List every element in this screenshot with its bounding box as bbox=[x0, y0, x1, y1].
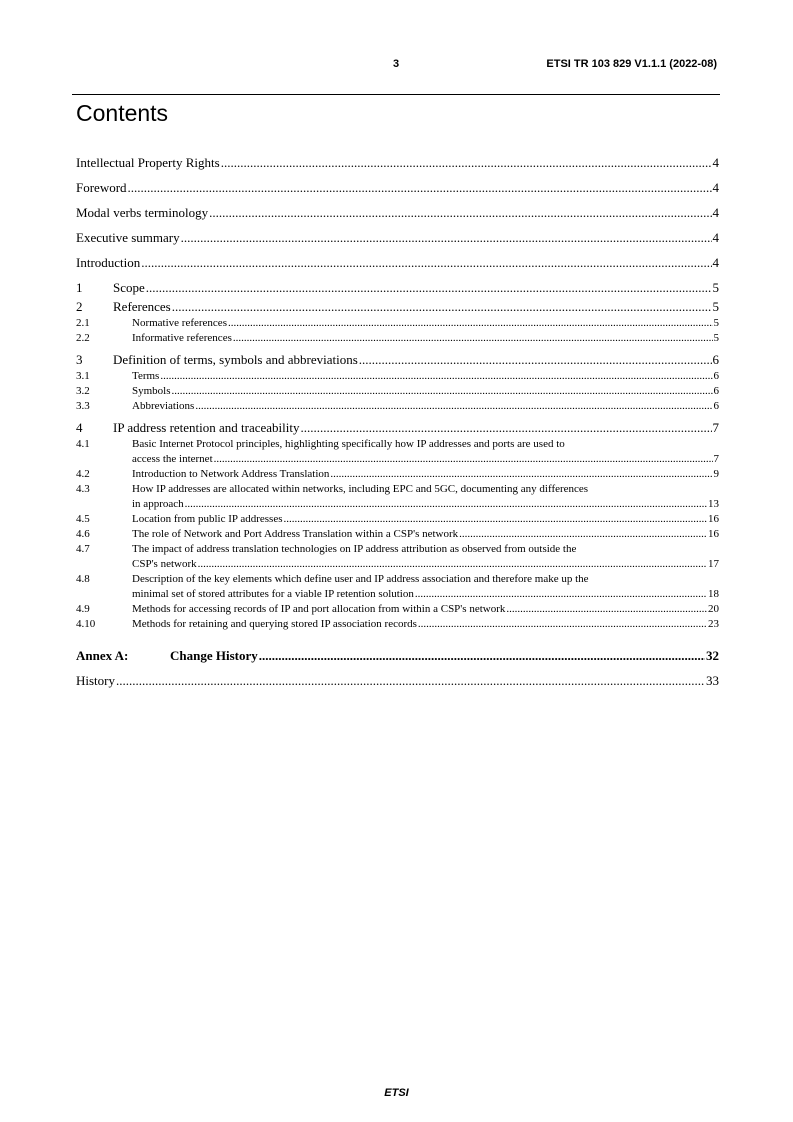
toc-page: 5 bbox=[712, 280, 719, 295]
toc-entry-nat-intro[interactable] bbox=[76, 467, 719, 482]
toc-number: 3.2 bbox=[76, 385, 90, 397]
toc-number: 3.1 bbox=[76, 370, 90, 382]
toc-entry-history[interactable] bbox=[76, 665, 719, 690]
toc-number: 4 bbox=[76, 420, 83, 435]
toc-page: 4 bbox=[712, 205, 719, 220]
toc-label-line1: The impact of address translation technologies on IP address attribution as observed from outside the bbox=[132, 543, 577, 555]
toc-entry-informative-references[interactable] bbox=[76, 331, 719, 346]
toc-page: 16 bbox=[708, 513, 719, 525]
toc-number: 4.3 bbox=[76, 483, 90, 495]
toc-entry-retaining-records[interactable] bbox=[76, 617, 719, 632]
toc-entry-terms[interactable] bbox=[76, 369, 719, 384]
toc-label-line1: How IP addresses are allocated within networks, including EPC and 5GC, documenting any differences bbox=[132, 483, 589, 495]
toc-entry-key-elements[interactable] bbox=[76, 572, 719, 602]
toc-entry-normative-references[interactable] bbox=[76, 316, 719, 331]
toc-label: References bbox=[113, 299, 171, 314]
toc-number: 2 bbox=[76, 299, 83, 314]
toc-label: Introduction to Network Address Translation bbox=[132, 468, 330, 480]
toc-label: Methods for retaining and querying stored IP association records bbox=[132, 618, 417, 630]
toc-page: 4 bbox=[712, 255, 719, 270]
toc-label-line2: in approach bbox=[132, 498, 184, 510]
footer-etsi: ETSI bbox=[384, 1087, 409, 1099]
toc-number: 4.2 bbox=[76, 468, 90, 480]
toc-entry-references[interactable] bbox=[76, 297, 719, 316]
toc-entry-ipr[interactable] bbox=[76, 147, 719, 172]
toc-page: 16 bbox=[708, 528, 719, 540]
toc-label: Informative references bbox=[132, 332, 232, 344]
toc-label: IP address retention and traceability bbox=[113, 420, 300, 435]
toc-label: Executive summary bbox=[76, 230, 180, 245]
toc-entry-introduction[interactable] bbox=[76, 247, 719, 272]
toc-label: Introduction bbox=[76, 255, 141, 270]
toc-number: 4.5 bbox=[76, 513, 90, 525]
toc-label: Methods for accessing records of IP and port allocation from within a CSP's network bbox=[132, 603, 506, 615]
toc-label-line1: Description of the key elements which define user and IP address association and therefore make up the bbox=[132, 573, 589, 585]
toc-number: Annex A: bbox=[76, 648, 129, 663]
toc-label: Foreword bbox=[76, 180, 127, 195]
toc-page: 6 bbox=[713, 400, 719, 412]
toc-label: Terms bbox=[132, 370, 160, 382]
toc-number: 4.9 bbox=[76, 603, 90, 615]
toc-label: Normative references bbox=[132, 317, 227, 329]
toc-page: 9 bbox=[713, 468, 719, 480]
toc-label: History bbox=[76, 673, 115, 688]
toc-page: 4 bbox=[712, 180, 719, 195]
toc-entry-executive-summary[interactable] bbox=[76, 222, 719, 247]
toc-page: 5 bbox=[713, 332, 719, 344]
toc-page: 5 bbox=[712, 299, 719, 314]
toc-number: 4.8 bbox=[76, 573, 90, 585]
toc-label: Symbols bbox=[132, 385, 171, 397]
toc-page: 6 bbox=[713, 370, 719, 382]
toc-label: The role of Network and Port Address Translation within a CSP's network bbox=[132, 528, 459, 540]
toc-page: 6 bbox=[712, 352, 719, 367]
toc-entry-annex-a[interactable] bbox=[76, 640, 719, 665]
toc-entry-location[interactable] bbox=[76, 512, 719, 527]
toc-page: 18 bbox=[708, 588, 719, 600]
toc-number: 4.10 bbox=[76, 618, 96, 630]
toc-page: 4 bbox=[712, 230, 719, 245]
toc-label-line2: CSP's network bbox=[132, 558, 197, 570]
toc-page: 32 bbox=[706, 648, 719, 663]
toc-number: 4.7 bbox=[76, 543, 90, 555]
toc-number: 4.6 bbox=[76, 528, 90, 540]
page-title: Contents bbox=[76, 100, 169, 126]
toc-label: Location from public IP addresses bbox=[132, 513, 283, 525]
toc-label-line2: minimal set of stored attributes for a viable IP retention solution bbox=[132, 588, 414, 600]
toc-entry-symbols[interactable] bbox=[76, 384, 719, 399]
header-rule bbox=[72, 94, 720, 95]
toc-page: 13 bbox=[708, 498, 719, 510]
toc-entry-ip-retention[interactable] bbox=[76, 418, 719, 437]
header-page-number: 3 bbox=[393, 58, 400, 70]
toc-page: 33 bbox=[706, 673, 719, 688]
toc-entry-napt-role[interactable] bbox=[76, 527, 719, 542]
toc-number: 2.2 bbox=[76, 332, 90, 344]
toc-page: 6 bbox=[713, 385, 719, 397]
toc-entry-foreword[interactable] bbox=[76, 172, 719, 197]
toc-label: Abbreviations bbox=[132, 400, 195, 412]
toc-number: 3 bbox=[76, 352, 83, 367]
toc-page: 5 bbox=[713, 317, 719, 329]
toc-number: 1 bbox=[76, 280, 83, 295]
toc-page: 7 bbox=[712, 420, 719, 435]
toc-entry-accessing-records[interactable] bbox=[76, 602, 719, 617]
toc-number: 4.1 bbox=[76, 438, 90, 450]
toc-entry-scope[interactable] bbox=[76, 272, 719, 297]
toc-entry-modal-verbs[interactable] bbox=[76, 197, 719, 222]
toc-label: Modal verbs terminology bbox=[76, 205, 209, 220]
toc-label: Intellectual Property Rights bbox=[76, 155, 220, 170]
toc-page: 17 bbox=[708, 558, 719, 570]
toc-page: 20 bbox=[708, 603, 719, 615]
toc-page: 7 bbox=[713, 453, 719, 465]
toc-entry-ip-allocation[interactable] bbox=[76, 482, 719, 512]
toc-number: 2.1 bbox=[76, 317, 90, 329]
toc-number: 3.3 bbox=[76, 400, 90, 412]
toc-label: Scope bbox=[113, 280, 145, 295]
toc-label: Definition of terms, symbols and abbreviations bbox=[113, 352, 358, 367]
header-document-id: ETSI TR 103 829 V1.1.1 (2022-08) bbox=[546, 58, 717, 70]
toc-entry-definitions[interactable] bbox=[76, 350, 719, 369]
toc-label: Change History bbox=[170, 648, 258, 663]
toc-entry-translation-impact[interactable] bbox=[76, 542, 719, 572]
table-of-contents bbox=[76, 147, 719, 690]
toc-page: 23 bbox=[708, 618, 719, 630]
toc-entry-ip-principles[interactable] bbox=[76, 437, 719, 467]
toc-entry-abbreviations[interactable] bbox=[76, 399, 719, 414]
toc-label-line1: Basic Internet Protocol principles, highlighting specifically how IP addresses and ports are used to bbox=[132, 438, 565, 450]
toc-page: 4 bbox=[712, 155, 719, 170]
toc-label-line2: access the internet bbox=[132, 453, 213, 465]
